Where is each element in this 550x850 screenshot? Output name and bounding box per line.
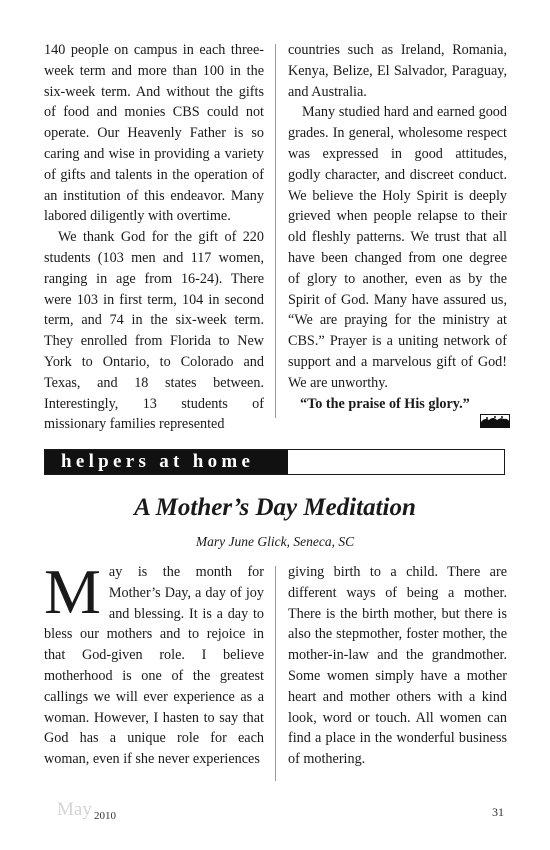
drop-cap: M bbox=[44, 556, 101, 627]
closing-line: “To the praise of His glory.” bbox=[300, 395, 470, 412]
footer-month: May bbox=[57, 799, 92, 820]
section-header bbox=[44, 449, 505, 475]
paragraph-text: ay is the month for Mother’s Day, a day of joy and blessing. It is a day to bless our mothers and to rejoice in that God-given role. I believe motherhood is one of the greatest callings we will ever experience as a woman. However, I hasten to say that God has a unique role for each woman, even if she never experiences bbox=[44, 564, 264, 768]
paragraph: Many studied hard and earned good grades. In general, wholesome respect was expressed in good attitudes, godly character, and discreet conduct. We believe the Holy Spirit is deeply grieved when people relapse to their old fleshly patterns. We trust that all have been changed from one degree of glory to another, even as by the Spirit of God. Many have assured us, “We are praying for the ministry at CBS.” Prayer is a uniting network of support and a marvelous gift of God! We are unworthy. bbox=[288, 104, 507, 391]
end-of-article-icon bbox=[480, 414, 510, 428]
page-number: 31 bbox=[492, 805, 504, 819]
paragraph: We thank God for the gift of 220 students (103 men and 117 women, ranging in age from 16-24). There were 103 in first term, 104 in second term, and 74 in the six-week term. They enrolled from Florida to New York to Ontario, to Colorado and Texas, and 18 states between. Interestingly, 13 students of missionary families represented bbox=[44, 229, 264, 433]
article-title: A Mother’s Day Meditation bbox=[134, 494, 416, 521]
article-byline: Mary June Glick, Seneca, SC bbox=[195, 534, 355, 549]
article-right-column bbox=[288, 562, 507, 770]
paragraph: 140 people on campus in each three-week term and more than 100 in the six-week term. And without the gifts of food and monies CBS could not operate. Our Heavenly Father is so caring and wise in providing a variety of gifts and talents in the operation of an institution of this endeavor. Many labored diligently with overtime. bbox=[44, 42, 264, 225]
column-divider bbox=[275, 44, 276, 418]
footer-year: 2010 bbox=[94, 810, 116, 822]
paragraph bbox=[44, 556, 264, 770]
top-article-left-column bbox=[44, 40, 264, 435]
section-label: helpers at home bbox=[45, 450, 288, 474]
column-divider bbox=[275, 566, 276, 781]
paragraph: countries such as Ireland, Romania, Kenya, Belize, El Salvador, Paraguay, and Australia. bbox=[288, 42, 507, 100]
paragraph: giving birth to a child. There are different ways of being a mother. There is the birth mother, but there is also the stepmother, foster mother, the mother-in-law and the grandmother. Some women simply have a mother heart and mother others with a kind look, word or touch. All women can find a place in the wonderful business of mothering. bbox=[288, 564, 507, 768]
top-article-right-column bbox=[288, 40, 507, 414]
article-left-column bbox=[44, 556, 264, 770]
